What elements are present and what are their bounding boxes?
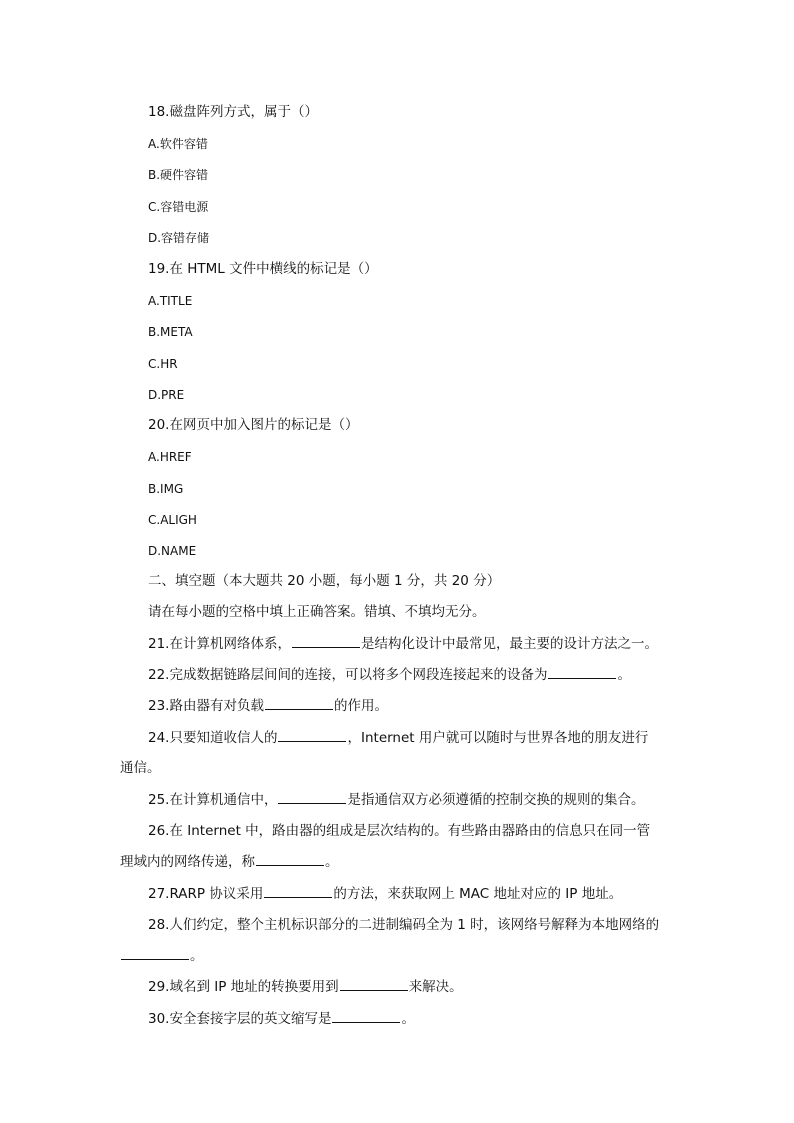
q24-text-b: ，Internet 用户就可以随时与世界各地的朋友进行: [347, 730, 649, 746]
fill-question-25: [148, 790, 644, 810]
fill-question-30: [148, 1009, 415, 1029]
fill-question-24: [148, 728, 648, 748]
question-20-option-c: C.ALIGH: [148, 513, 197, 527]
question-20-option-b: B.IMG: [148, 482, 184, 496]
fill-question-27: [148, 884, 622, 904]
question-18-option-d: D.容错存储: [148, 231, 210, 245]
answer-blank: [332, 1010, 400, 1023]
question-20-stem: 20.在网页中加入图片的标记是（）: [148, 417, 359, 433]
answer-blank: [264, 885, 332, 898]
answer-blank: [340, 978, 408, 991]
answer-blank: [278, 791, 346, 804]
answer-blank: [121, 947, 189, 960]
fill-question-21: [148, 634, 658, 654]
q25-text-a: 25.在计算机通信中，: [148, 792, 278, 808]
question-20-option-d: D.NAME: [148, 544, 197, 558]
q26-text-c: 。: [325, 854, 339, 870]
answer-blank: [292, 635, 360, 648]
fill-question-28: 28.人们约定，整个主机标识部分的二进制编码全为 1 时，该网络号解释为本地网络的: [148, 917, 660, 933]
question-20-option-a: A.HREF: [148, 450, 192, 464]
question-19-option-c: C.HR: [148, 357, 178, 371]
q22-text-a: 22.完成数据链路层间间的连接，可以将多个网段连接起来的设备为: [148, 667, 548, 683]
q24-continuation: 通信。: [120, 760, 161, 776]
q25-text-b: 是指通信双方必须遵循的控制交换的规则的集合。: [347, 792, 645, 808]
question-18-option-b: B.硬件容错: [148, 168, 209, 182]
section-2-instruction: 请在每小题的空格中填上正确答案。错填、不填均无分。: [148, 604, 486, 620]
answer-blank: [548, 666, 616, 679]
q21-text-a: 21.在计算机网络体系，: [148, 636, 291, 652]
q26-continuation: [120, 852, 339, 872]
question-19-option-d: D.PRE: [148, 388, 185, 402]
q28-text-b: 。: [190, 948, 204, 964]
q30-text-b: 。: [401, 1011, 415, 1027]
q27-text-a: 27.RARP 协议采用: [148, 886, 264, 902]
q30-text-a: 30.安全套接字层的英文缩写是: [148, 1011, 332, 1027]
fill-question-22: [148, 665, 631, 685]
q24-text-a: 24.只要知道收信人的: [148, 730, 278, 746]
answer-blank: [256, 853, 324, 866]
fill-question-29: [148, 977, 463, 997]
q22-text-b: 。: [617, 667, 631, 683]
question-18-option-c: C.容错电源: [148, 200, 209, 214]
answer-blank: [278, 729, 346, 742]
q23-text-a: 23.路由器有对负载: [148, 698, 264, 714]
q29-text-a: 29.域名到 IP 地址的转换要用到: [148, 979, 339, 995]
q23-text-b: 的作用。: [333, 698, 388, 714]
q27-text-b: 的方法，来获取网上 MAC 地址对应的 IP 地址。: [333, 886, 623, 902]
question-18-option-a: A.软件容错: [148, 137, 208, 151]
answer-blank: [265, 697, 333, 710]
q26-text-b: 理域内的网络传递，称: [120, 854, 255, 870]
q28-continuation: [120, 946, 204, 966]
q29-text-b: 来解决。: [408, 979, 463, 995]
question-19-option-b: B.META: [148, 325, 193, 339]
question-19-stem: 19.在 HTML 文件中横线的标记是（）: [148, 261, 378, 277]
q21-text-b: 是结构化设计中最常见，最主要的设计方法之一。: [360, 636, 658, 652]
question-19-option-a: A.TITLE: [148, 294, 193, 308]
fill-question-23: [148, 696, 388, 716]
section-2-title: 二、填空题（本大题共 20 小题，每小题 1 分，共 20 分）: [148, 573, 501, 589]
question-18-stem: 18.磁盘阵列方式，属于（）: [148, 104, 318, 120]
fill-question-26: 26.在 Internet 中，路由器的组成是层次结构的。有些路由器路由的信息只在同一管: [148, 823, 651, 839]
